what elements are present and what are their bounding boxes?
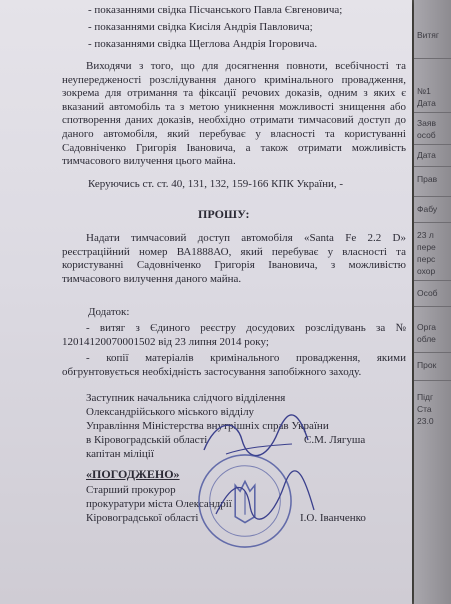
approval-line-3: Кіровоградської області	[86, 512, 199, 524]
side-label-13: Особ	[417, 288, 438, 298]
signatory-line-3: Управління Міністерства внутрішніх справ України	[86, 420, 329, 432]
side-label-4: Заяв	[417, 118, 436, 128]
request-heading: ПРОШУ:	[198, 207, 250, 221]
signatory-line-2: Олександрійського міського відділу	[86, 406, 255, 418]
side-label-15: обле	[417, 334, 436, 344]
side-label-3: Дата	[417, 98, 436, 108]
side-label-12: охор	[417, 266, 436, 276]
side-label-16: Прок	[417, 360, 437, 370]
side-label-14: Орга	[417, 322, 436, 332]
side-label-1: Витяг	[417, 30, 440, 40]
side-label-5: особ	[417, 130, 436, 140]
side-label-10: пере	[417, 242, 436, 252]
side-label-2: №1	[417, 86, 431, 96]
approval-heading: «ПОГОДЖЕНО»	[86, 467, 180, 481]
signatory-name: С.М. Лягуша	[304, 434, 366, 446]
witness-line-3: - показаннями свідка Щеглова Андрія Ігоровича.	[88, 38, 318, 50]
side-label-17: Підг	[417, 392, 434, 402]
side-label-11: перс	[417, 254, 436, 264]
legal-basis: Керуючись ст. ст. 40, 131, 132, 159-166 КПК України, -	[88, 178, 344, 190]
side-label-6: Дата	[417, 150, 436, 160]
appendix-label: Додаток:	[88, 306, 130, 318]
approval-name: І.О. Іванченко	[300, 512, 366, 524]
side-label-8: Фабу	[417, 204, 438, 214]
side-label-19: 23.0	[417, 416, 434, 426]
side-label-7: Прав	[417, 174, 438, 184]
side-label-18: Ста	[417, 404, 432, 414]
signatory-line-4: в Кіровоградській області	[86, 434, 208, 446]
side-label-9: 23 л	[417, 230, 434, 240]
witness-line-2: - показаннями свідка Кисіля Андрія Павловича;	[88, 21, 313, 33]
signatory-line-1: Заступник начальника слідчого відділення	[86, 392, 286, 404]
witness-line-1: - показаннями свідка Пісчанського Павла Євгеновича;	[88, 4, 343, 16]
approval-line-1: Старший прокурор	[86, 484, 176, 496]
signatory-line-5: капітан міліції	[86, 448, 154, 460]
appendix-item-1: - витяг з Єдиного реєстру досудових розслідувань за № 12014120070001502 від 23 липня 2014 року;	[62, 322, 406, 348]
signature-prosecutor	[210, 470, 320, 530]
request-paragraph: Надати тимчасовий доступ автомобіля «Santa Fe 2.2 D» реєстраційний номер ВА1888АО, який перебуває у власності та користуванні Садовніченко Григорія Івановича, з можливістю тимчасового вилучення даного майна.	[62, 232, 406, 285]
appendix-item-2: - копії матеріалів кримінального провадження, якими обгрунтовується необхідність застосування запобіжного заходу.	[62, 352, 406, 378]
reasoning-paragraph: Виходячи з того, що для досягнення повноти, всебічності та неупередженості розслідування даного кримінального провадження, зокрема для отримання та фіксації речових доказів, одним з яких є вказаний автомобіль та з метою уникнення можливості знищення або спотворення даних доказів, необхідно отримати тимчасовий доступ до даного автомобіля, який перебуває у власності та користуванні Садовніченко Григорія Івановича, а також отримати можливість тимчасового вилучення цього майна.	[62, 60, 406, 168]
approval-line-2: прокуратури міста Олександрії	[86, 498, 232, 510]
adjacent-document-edge	[414, 0, 451, 604]
